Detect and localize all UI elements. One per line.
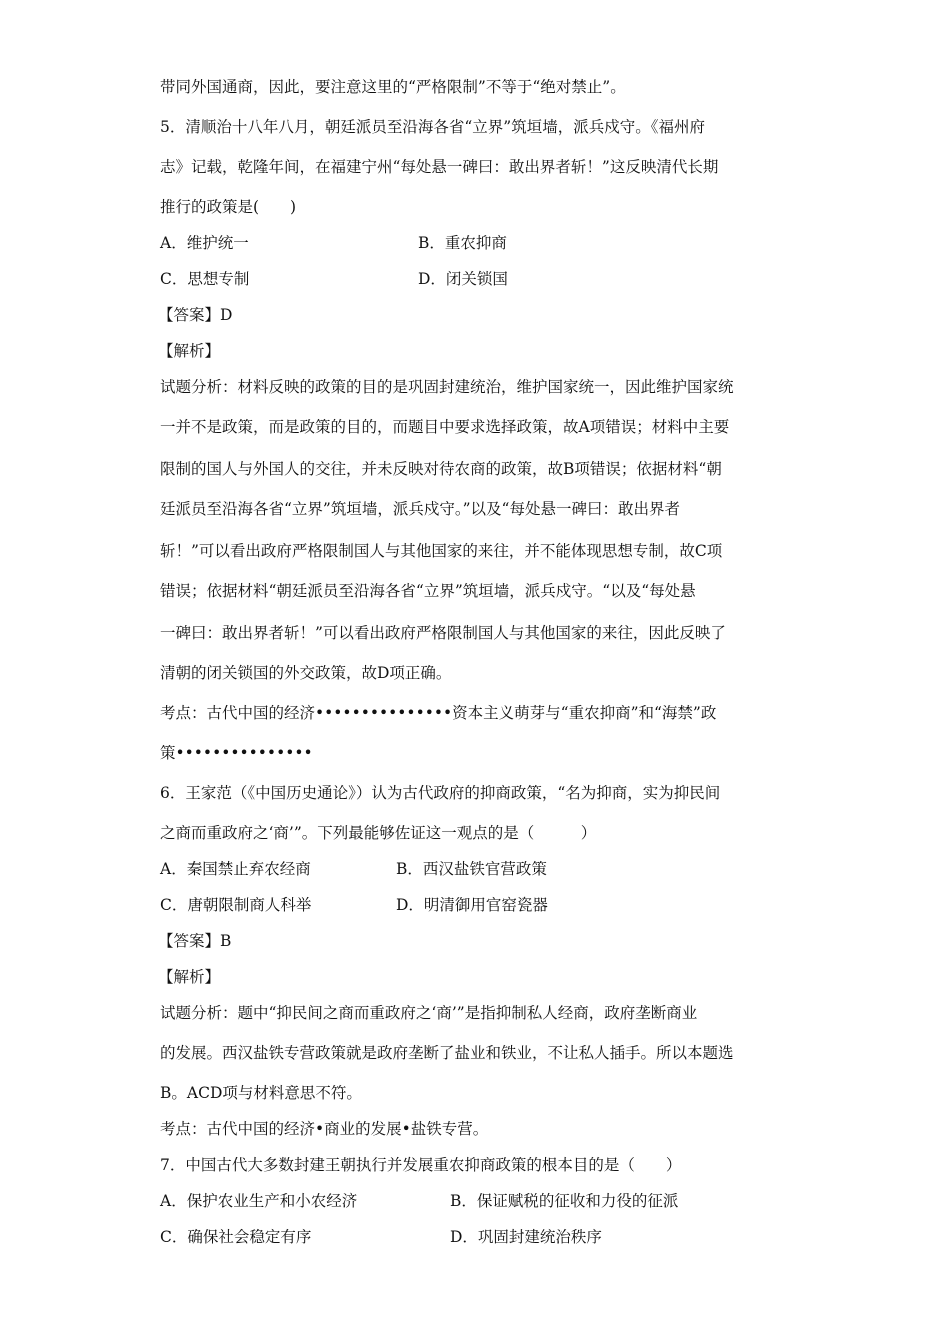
q5-analysis-line-6: 错误；依据材料“朝廷派员至沿海各省“立界”筑垣墙，派兵戍守。“以及“每处悬 — [160, 582, 696, 600]
q6-answer: 【答案】B — [158, 932, 232, 950]
q5-stem-line-2: 志》记载，乾隆年间，在福建宁州“每处悬一碑曰：敢出界者斩！”这反映清代长期 — [160, 158, 719, 176]
q6-analysis-title: 【解析】 — [158, 968, 221, 986]
q6-kaodian: 考点：古代中国的经济•商业的发展•盐铁专营。 — [160, 1120, 489, 1138]
q5-option-d: D．闭关锁国 — [418, 270, 508, 288]
q6-stem-line-1: 6．王家范（《中国历史通论》）认为古代政府的抑商政策，“名为抑商，实为抑民间 — [160, 784, 721, 802]
q6-option-d: D．明清御用官窑瓷器 — [396, 896, 548, 914]
q5-analysis-line-4: 廷派员至沿海各省“立界”筑垣墙，派兵戍守。”以及“每处悬一碑曰：敢出界者 — [160, 500, 680, 518]
q6-option-b: B．西汉盐铁官营政策 — [396, 860, 547, 878]
q5-analysis-line-7: 一碑曰：敢出界者斩！”可以看出政府严格限制国人与其他国家的来往，因此反映了 — [160, 624, 726, 642]
q5-kaodian-line-1: 考点：古代中国的经济•••••••••••••••资本主义萌芽与“重农抑商”和“海禁”政 — [160, 704, 717, 722]
q7-stem: 7．中国古代大多数封建王朝执行并发展重农抑商政策的根本目的是（ ） — [160, 1156, 682, 1174]
q5-answer: 【答案】D — [158, 306, 233, 324]
q7-option-c: C．确保社会稳定有序 — [160, 1228, 312, 1246]
q5-stem-line-3: 推行的政策是( ) — [160, 198, 297, 216]
q5-option-c: C．思想专制 — [160, 270, 250, 288]
q6-analysis-line-3: B。ACD项与材料意思不符。 — [160, 1084, 362, 1102]
q5-analysis-line-2: 一并不是政策，而是政策的目的，而题目中要求选择政策，故A项错误；材料中主要 — [160, 418, 730, 436]
q7-option-d: D．巩固封建统治秩序 — [450, 1228, 602, 1246]
q5-analysis-line-1: 试题分析：材料反映的政策的目的是巩固封建统治，维护国家统一，因此维护国家统 — [160, 378, 734, 396]
q5-option-b: B．重农抑商 — [418, 234, 507, 252]
q5-analysis-line-8: 清朝的闭关锁国的外交政策，故D项正确。 — [160, 664, 452, 682]
q6-analysis-line-1: 试题分析：题中“抑民间之商而重政府之‘商’”是指抑制私人经商，政府垄断商业 — [160, 1004, 698, 1022]
q5-kaodian-line-2: 策••••••••••••••• — [160, 744, 313, 762]
q7-option-a: A．保护农业生产和小农经济 — [160, 1192, 358, 1210]
q6-option-a: A．秦国禁止弃农经商 — [160, 860, 311, 878]
intro-text: 带同外国通商，因此，要注意这里的“严格限制”不等于“绝对禁止”。 — [160, 78, 626, 96]
q5-analysis-title: 【解析】 — [158, 342, 221, 360]
q5-analysis-line-3: 限制的国人与外国人的交往，并未反映对待农商的政策，故B项错误；依据材料“朝 — [160, 460, 722, 478]
q6-stem-line-2: 之商而重政府之‘商’”。下列最能够佐证这一观点的是（ ） — [160, 824, 597, 842]
q6-option-c: C．唐朝限制商人科举 — [160, 896, 312, 914]
q5-stem-line-1: 5．清顺治十八年八月，朝廷派员至沿海各省“立界”筑垣墙，派兵戍守。《福州府 — [160, 118, 705, 136]
q7-option-b: B．保证赋税的征收和力役的征派 — [450, 1192, 679, 1210]
q6-analysis-line-2: 的发展。西汉盐铁专营政策就是政府垄断了盐业和铁业，不让私人插手。所以本题选 — [160, 1044, 734, 1062]
q5-analysis-line-5: 斩！”可以看出政府严格限制国人与其他国家的来往，并不能体现思想专制，故C项 — [160, 542, 723, 560]
q5-option-a: A．维护统一 — [160, 234, 249, 252]
